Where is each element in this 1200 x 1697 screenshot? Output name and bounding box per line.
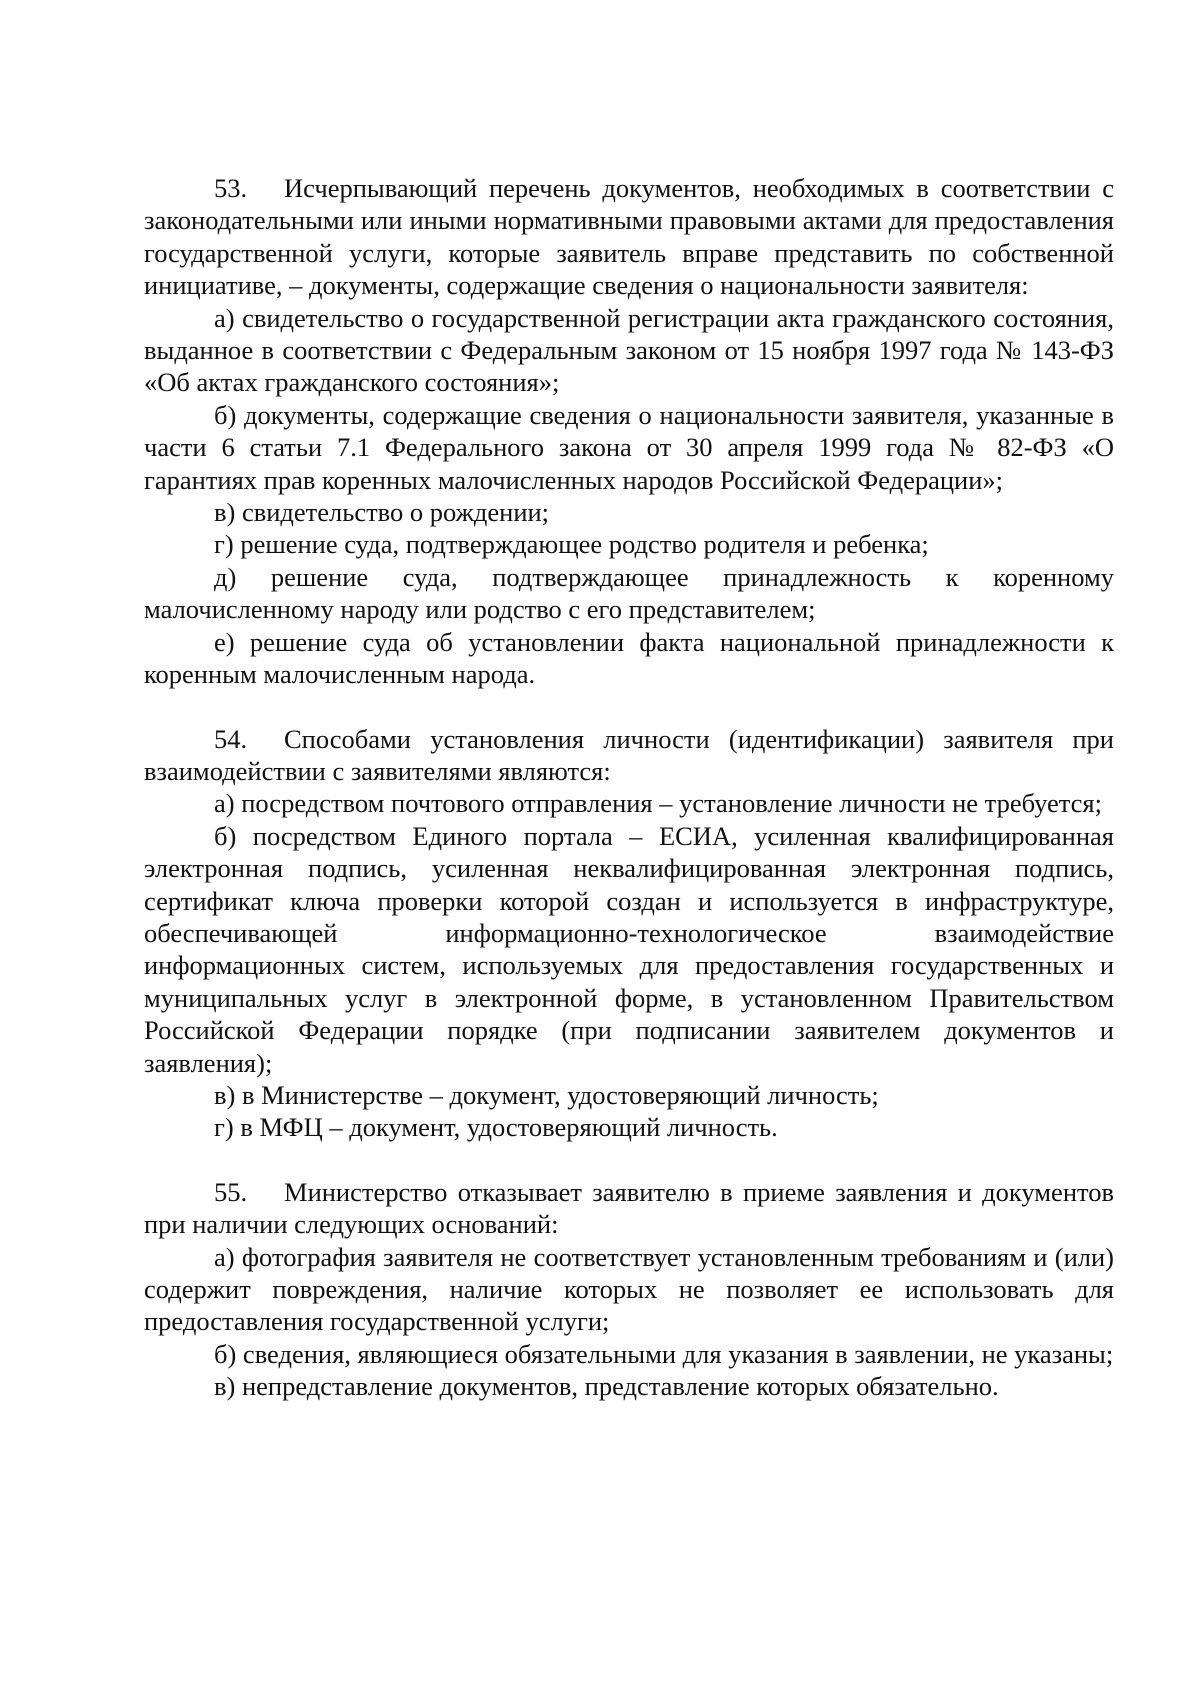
section-intro [144, 172, 1114, 302]
list-item: г) решение суда, подтверждающее родство родителя и ребенка; [214, 529, 929, 560]
section-53 [144, 172, 1114, 691]
list-item: б) посредством Единого портала – ЕСИА, усиленная квалифицированная электронная подпись, усиленная неквалифицированная электронная подпись, сертификат ключа проверки которой создан и используется в инфраструктуре, обеспечивающей информационно-технологическое взаимодействие информационных систем, используемых для предоставления государственных и муниципальных услуг в электронной форме, в установленном Правительством Российской Федерации порядке (при подписании заявителем документов и заявления); [144, 820, 1114, 1078]
list-item: а) фотография заявителя не соответствует установленным требованиям и (или) содержит повреждения, наличие которых не позволяет ее использовать для предоставления государственной услуги; [144, 1241, 1114, 1337]
section-number: 54. [214, 723, 248, 754]
document-page [144, 172, 1114, 1403]
list-item: г) в МФЦ – документ, удостоверяющий личность. [214, 1112, 778, 1143]
section-intro [144, 1176, 1114, 1241]
list-item: в) свидетельство о рождении; [214, 497, 550, 528]
section-number: 55. [214, 1176, 248, 1207]
list-item: в) непредставление документов, представление которых обязательно. [214, 1371, 999, 1402]
list-item: в) в Министерстве – документ, удостоверяющий личность; [214, 1079, 879, 1110]
section-intro-text: Исчерпывающий перечень документов, необходимых в соответствии с законодательными или иными нормативными правовыми актами для предоставления государственной услуги, которые заявитель вправе представить по собственной инициативе, – документы, содержащие сведения о национальности заявителя: [144, 173, 1114, 301]
section-55 [144, 1176, 1114, 1403]
section-intro-text: Министерство отказывает заявителю в приеме заявления и документов при наличии следующих оснований: [144, 1176, 1114, 1240]
section-number: 53. [214, 173, 248, 203]
section-54 [144, 723, 1114, 1144]
list-item: а) свидетельство о государственной регистрации акта гражданского состояния, выданное в соответствии с Федеральным законом от 15 ноября 1997 года № 143-ФЗ «Об актах гражданского состояния»; [144, 302, 1114, 398]
list-item: д) решение суда, подтверждающее принадлежность к коренному малочисленному народу или родство с его представителем; [144, 561, 1114, 625]
section-intro [144, 723, 1114, 788]
list-item: а) посредством почтового отправления – установление личности не требуется; [214, 788, 1102, 819]
list-item: б) сведения, являющиеся обязательными для указания в заявлении, не указаны; [214, 1338, 1114, 1369]
list-item: б) документы, содержащие сведения о национальности заявителя, указанные в части 6 статьи 7.1 Федерального закона от 30 апреля 1999 года № 82-ФЗ «О гарантиях прав коренных малочисленных народов Российской Федерации»; [144, 399, 1114, 495]
list-item: е) решение суда об установлении факта национальной принадлежности к коренным малочисленным народа. [144, 626, 1114, 690]
section-intro-text: Способами установления личности (идентификации) заявителя при взаимодействии с заявителями являются: [144, 723, 1114, 786]
